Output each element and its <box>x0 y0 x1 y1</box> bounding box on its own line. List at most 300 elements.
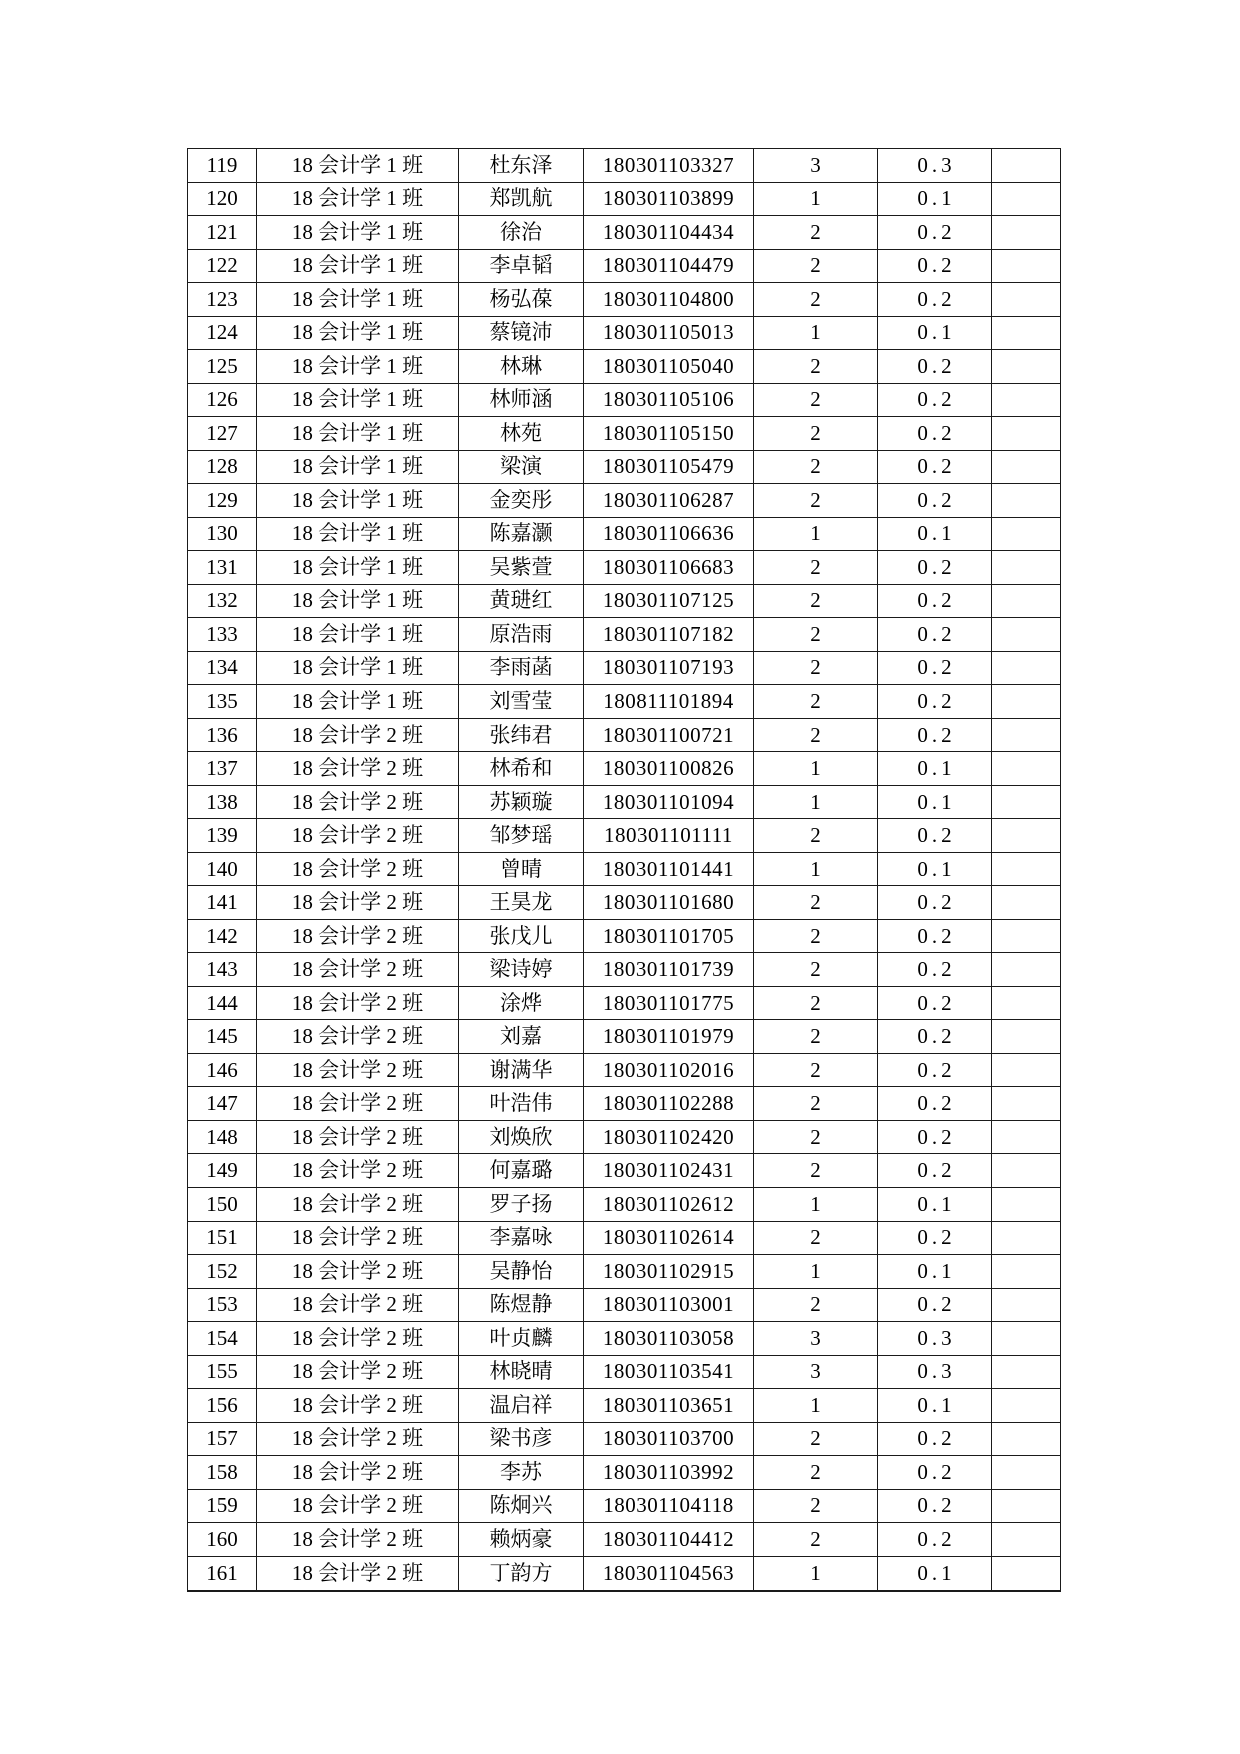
student-name-cell: 金奕彤 <box>459 484 584 518</box>
student-id-cell: 180301107182 <box>584 618 754 652</box>
blank-cell <box>992 1020 1061 1054</box>
count-cell: 2 <box>754 685 878 719</box>
student-id-cell: 180301104563 <box>584 1556 754 1591</box>
class-name-cell: 18 会计学 2 班 <box>257 1053 459 1087</box>
blank-cell <box>992 417 1061 451</box>
blank-cell <box>992 685 1061 719</box>
class-name-cell: 18 会计学 1 班 <box>257 149 459 183</box>
table-row <box>188 149 1061 183</box>
row-number-cell: 137 <box>188 752 257 786</box>
student-name-cell: 黄琎红 <box>459 584 584 618</box>
class-name-cell: 18 会计学 2 班 <box>257 1322 459 1356</box>
blank-cell <box>992 484 1061 518</box>
student-id-cell: 180301102915 <box>584 1255 754 1289</box>
class-name-cell: 18 会计学 1 班 <box>257 316 459 350</box>
blank-cell <box>992 1221 1061 1255</box>
blank-cell <box>992 383 1061 417</box>
count-cell: 2 <box>754 1087 878 1121</box>
score-cell: 0.1 <box>878 1187 992 1221</box>
row-number-cell: 156 <box>188 1389 257 1423</box>
student-name-cell: 林晓晴 <box>459 1355 584 1389</box>
table-row <box>188 551 1061 585</box>
blank-cell <box>992 1556 1061 1591</box>
student-name-cell: 罗子扬 <box>459 1187 584 1221</box>
score-cell: 0.2 <box>878 1154 992 1188</box>
class-name-cell: 18 会计学 2 班 <box>257 1422 459 1456</box>
count-cell: 2 <box>754 1523 878 1557</box>
student-id-cell: 180301101680 <box>584 886 754 920</box>
count-cell: 2 <box>754 1456 878 1490</box>
blank-cell <box>992 919 1061 953</box>
student-id-cell: 180301101739 <box>584 953 754 987</box>
row-number-cell: 120 <box>188 182 257 216</box>
student-name-cell: 李嘉咏 <box>459 1221 584 1255</box>
row-number-cell: 129 <box>188 484 257 518</box>
table-row <box>188 618 1061 652</box>
blank-cell <box>992 551 1061 585</box>
score-cell: 0.1 <box>878 852 992 886</box>
table-row <box>188 986 1061 1020</box>
score-cell: 0.1 <box>878 1255 992 1289</box>
class-name-cell: 18 会计学 2 班 <box>257 886 459 920</box>
blank-cell <box>992 182 1061 216</box>
row-number-cell: 153 <box>188 1288 257 1322</box>
score-cell: 0.3 <box>878 149 992 183</box>
student-name-cell: 李卓韬 <box>459 249 584 283</box>
student-id-cell: 180301101979 <box>584 1020 754 1054</box>
row-number-cell: 143 <box>188 953 257 987</box>
student-name-cell: 徐治 <box>459 216 584 250</box>
student-id-cell: 180301102612 <box>584 1187 754 1221</box>
score-cell: 0.2 <box>878 383 992 417</box>
score-cell: 0.1 <box>878 785 992 819</box>
class-name-cell: 18 会计学 1 班 <box>257 618 459 652</box>
table-row <box>188 1556 1061 1591</box>
class-name-cell: 18 会计学 1 班 <box>257 383 459 417</box>
student-name-cell: 梁书彦 <box>459 1422 584 1456</box>
count-cell: 2 <box>754 886 878 920</box>
row-number-cell: 121 <box>188 216 257 250</box>
row-number-cell: 140 <box>188 852 257 886</box>
count-cell: 2 <box>754 450 878 484</box>
student-name-cell: 赖炳豪 <box>459 1523 584 1557</box>
score-cell: 0.2 <box>878 986 992 1020</box>
blank-cell <box>992 1255 1061 1289</box>
row-number-cell: 123 <box>188 283 257 317</box>
table-row <box>188 852 1061 886</box>
count-cell: 1 <box>754 1556 878 1591</box>
student-name-cell: 谢满华 <box>459 1053 584 1087</box>
count-cell: 2 <box>754 350 878 384</box>
table-row <box>188 651 1061 685</box>
student-id-cell: 180301104118 <box>584 1489 754 1523</box>
score-cell: 0.2 <box>878 718 992 752</box>
score-cell: 0.1 <box>878 182 992 216</box>
blank-cell <box>992 618 1061 652</box>
student-id-cell: 180301105106 <box>584 383 754 417</box>
table-row <box>188 383 1061 417</box>
student-name-cell: 杜东泽 <box>459 149 584 183</box>
table-row <box>188 752 1061 786</box>
student-name-cell: 何嘉璐 <box>459 1154 584 1188</box>
table-row <box>188 484 1061 518</box>
student-name-cell: 张纬君 <box>459 718 584 752</box>
blank-cell <box>992 1456 1061 1490</box>
count-cell: 1 <box>754 752 878 786</box>
class-name-cell: 18 会计学 2 班 <box>257 1523 459 1557</box>
count-cell: 2 <box>754 1288 878 1322</box>
class-name-cell: 18 会计学 2 班 <box>257 1355 459 1389</box>
student-name-cell: 涂烨 <box>459 986 584 1020</box>
row-number-cell: 141 <box>188 886 257 920</box>
student-name-cell: 梁演 <box>459 450 584 484</box>
class-name-cell: 18 会计学 2 班 <box>257 819 459 853</box>
row-number-cell: 148 <box>188 1120 257 1154</box>
student-id-cell: 180301102431 <box>584 1154 754 1188</box>
score-cell: 0.2 <box>878 685 992 719</box>
student-id-cell: 180811101894 <box>584 685 754 719</box>
count-cell: 3 <box>754 1355 878 1389</box>
table-row <box>188 1255 1061 1289</box>
score-cell: 0.2 <box>878 953 992 987</box>
student-id-cell: 180301105040 <box>584 350 754 384</box>
student-name-cell: 杨弘葆 <box>459 283 584 317</box>
score-cell: 0.2 <box>878 1422 992 1456</box>
blank-cell <box>992 1489 1061 1523</box>
table-row <box>188 1456 1061 1490</box>
table-row <box>188 1154 1061 1188</box>
row-number-cell: 135 <box>188 685 257 719</box>
row-number-cell: 147 <box>188 1087 257 1121</box>
student-id-cell: 180301104800 <box>584 283 754 317</box>
blank-cell <box>992 852 1061 886</box>
student-id-cell: 180301103001 <box>584 1288 754 1322</box>
student-id-cell: 180301101705 <box>584 919 754 953</box>
row-number-cell: 127 <box>188 417 257 451</box>
records-table-body <box>188 149 1061 1592</box>
row-number-cell: 132 <box>188 584 257 618</box>
score-cell: 0.1 <box>878 316 992 350</box>
student-name-cell: 陈煜静 <box>459 1288 584 1322</box>
row-number-cell: 145 <box>188 1020 257 1054</box>
count-cell: 2 <box>754 1422 878 1456</box>
score-cell: 0.2 <box>878 1456 992 1490</box>
class-name-cell: 18 会计学 2 班 <box>257 852 459 886</box>
student-id-cell: 180301102420 <box>584 1120 754 1154</box>
count-cell: 1 <box>754 785 878 819</box>
table-row <box>188 1288 1061 1322</box>
student-id-cell: 180301101094 <box>584 785 754 819</box>
row-number-cell: 126 <box>188 383 257 417</box>
blank-cell <box>992 718 1061 752</box>
student-name-cell: 邹梦瑶 <box>459 819 584 853</box>
student-id-cell: 180301105150 <box>584 417 754 451</box>
row-number-cell: 159 <box>188 1489 257 1523</box>
score-cell: 0.2 <box>878 651 992 685</box>
blank-cell <box>992 450 1061 484</box>
student-id-cell: 180301102288 <box>584 1087 754 1121</box>
blank-cell <box>992 1053 1061 1087</box>
class-name-cell: 18 会计学 1 班 <box>257 651 459 685</box>
blank-cell <box>992 216 1061 250</box>
student-id-cell: 180301103058 <box>584 1322 754 1356</box>
class-name-cell: 18 会计学 2 班 <box>257 1120 459 1154</box>
class-name-cell: 18 会计学 2 班 <box>257 919 459 953</box>
score-cell: 0.2 <box>878 249 992 283</box>
student-name-cell: 郑凯航 <box>459 182 584 216</box>
table-row <box>188 919 1061 953</box>
count-cell: 1 <box>754 517 878 551</box>
count-cell: 2 <box>754 551 878 585</box>
student-name-cell: 王昊龙 <box>459 886 584 920</box>
row-number-cell: 134 <box>188 651 257 685</box>
score-cell: 0.3 <box>878 1355 992 1389</box>
class-name-cell: 18 会计学 1 班 <box>257 216 459 250</box>
score-cell: 0.2 <box>878 1020 992 1054</box>
student-id-cell: 180301104434 <box>584 216 754 250</box>
table-row <box>188 1187 1061 1221</box>
score-cell: 0.2 <box>878 1120 992 1154</box>
score-cell: 0.2 <box>878 216 992 250</box>
student-name-cell: 林师涵 <box>459 383 584 417</box>
student-id-cell: 180301106683 <box>584 551 754 585</box>
count-cell: 2 <box>754 216 878 250</box>
score-cell: 0.1 <box>878 1389 992 1423</box>
count-cell: 2 <box>754 417 878 451</box>
student-name-cell: 原浩雨 <box>459 618 584 652</box>
count-cell: 2 <box>754 953 878 987</box>
student-name-cell: 苏颖璇 <box>459 785 584 819</box>
count-cell: 3 <box>754 149 878 183</box>
count-cell: 2 <box>754 618 878 652</box>
blank-cell <box>992 249 1061 283</box>
count-cell: 1 <box>754 182 878 216</box>
count-cell: 1 <box>754 1255 878 1289</box>
blank-cell <box>992 886 1061 920</box>
class-name-cell: 18 会计学 2 班 <box>257 953 459 987</box>
blank-cell <box>992 1322 1061 1356</box>
count-cell: 2 <box>754 1020 878 1054</box>
table-row <box>188 1523 1061 1557</box>
count-cell: 1 <box>754 1389 878 1423</box>
student-records-table <box>187 148 1061 1592</box>
blank-cell <box>992 584 1061 618</box>
student-name-cell: 陈炯兴 <box>459 1489 584 1523</box>
score-cell: 0.1 <box>878 1556 992 1591</box>
blank-cell <box>992 1523 1061 1557</box>
blank-cell <box>992 149 1061 183</box>
blank-cell <box>992 953 1061 987</box>
class-name-cell: 18 会计学 1 班 <box>257 551 459 585</box>
blank-cell <box>992 1288 1061 1322</box>
score-cell: 0.2 <box>878 1221 992 1255</box>
class-name-cell: 18 会计学 1 班 <box>257 283 459 317</box>
table-row <box>188 584 1061 618</box>
table-row <box>188 316 1061 350</box>
score-cell: 0.2 <box>878 450 992 484</box>
class-name-cell: 18 会计学 1 班 <box>257 249 459 283</box>
student-name-cell: 丁韵方 <box>459 1556 584 1591</box>
count-cell: 2 <box>754 1154 878 1188</box>
count-cell: 3 <box>754 1322 878 1356</box>
table-row <box>188 685 1061 719</box>
blank-cell <box>992 1422 1061 1456</box>
student-name-cell: 吴静怡 <box>459 1255 584 1289</box>
score-cell: 0.1 <box>878 752 992 786</box>
row-number-cell: 130 <box>188 517 257 551</box>
table-row <box>188 182 1061 216</box>
student-name-cell: 曾晴 <box>459 852 584 886</box>
count-cell: 1 <box>754 1187 878 1221</box>
student-id-cell: 180301100721 <box>584 718 754 752</box>
blank-cell <box>992 1187 1061 1221</box>
row-number-cell: 136 <box>188 718 257 752</box>
class-name-cell: 18 会计学 2 班 <box>257 752 459 786</box>
table-row <box>188 216 1061 250</box>
student-name-cell: 陈嘉灏 <box>459 517 584 551</box>
blank-cell <box>992 819 1061 853</box>
score-cell: 0.3 <box>878 1322 992 1356</box>
table-row <box>188 249 1061 283</box>
score-cell: 0.2 <box>878 919 992 953</box>
count-cell: 2 <box>754 819 878 853</box>
student-name-cell: 张戊儿 <box>459 919 584 953</box>
table-row <box>188 517 1061 551</box>
row-number-cell: 124 <box>188 316 257 350</box>
row-number-cell: 138 <box>188 785 257 819</box>
student-id-cell: 180301104412 <box>584 1523 754 1557</box>
count-cell: 2 <box>754 1120 878 1154</box>
class-name-cell: 18 会计学 2 班 <box>257 1556 459 1591</box>
student-name-cell: 刘嘉 <box>459 1020 584 1054</box>
class-name-cell: 18 会计学 2 班 <box>257 1389 459 1423</box>
class-name-cell: 18 会计学 1 班 <box>257 685 459 719</box>
class-name-cell: 18 会计学 2 班 <box>257 1489 459 1523</box>
score-cell: 0.2 <box>878 618 992 652</box>
table-row <box>188 953 1061 987</box>
table-row <box>188 417 1061 451</box>
student-name-cell: 李雨菡 <box>459 651 584 685</box>
count-cell: 1 <box>754 852 878 886</box>
class-name-cell: 18 会计学 1 班 <box>257 484 459 518</box>
score-cell: 0.2 <box>878 350 992 384</box>
count-cell: 2 <box>754 383 878 417</box>
table-row <box>188 785 1061 819</box>
student-name-cell: 梁诗婷 <box>459 953 584 987</box>
class-name-cell: 18 会计学 2 班 <box>257 1020 459 1054</box>
student-id-cell: 180301106636 <box>584 517 754 551</box>
row-number-cell: 122 <box>188 249 257 283</box>
student-name-cell: 温启祥 <box>459 1389 584 1423</box>
row-number-cell: 133 <box>188 618 257 652</box>
student-name-cell: 刘雪莹 <box>459 685 584 719</box>
table-row <box>188 1489 1061 1523</box>
blank-cell <box>992 316 1061 350</box>
student-id-cell: 180301101441 <box>584 852 754 886</box>
table-row <box>188 1087 1061 1121</box>
row-number-cell: 158 <box>188 1456 257 1490</box>
student-id-cell: 180301103899 <box>584 182 754 216</box>
class-name-cell: 18 会计学 2 班 <box>257 1187 459 1221</box>
table-row <box>188 1355 1061 1389</box>
student-id-cell: 180301104479 <box>584 249 754 283</box>
class-name-cell: 18 会计学 1 班 <box>257 450 459 484</box>
table-row <box>188 1221 1061 1255</box>
count-cell: 2 <box>754 651 878 685</box>
student-id-cell: 180301107193 <box>584 651 754 685</box>
class-name-cell: 18 会计学 2 班 <box>257 1154 459 1188</box>
student-name-cell: 吴紫萱 <box>459 551 584 585</box>
row-number-cell: 128 <box>188 450 257 484</box>
class-name-cell: 18 会计学 2 班 <box>257 1456 459 1490</box>
row-number-cell: 119 <box>188 149 257 183</box>
blank-cell <box>992 651 1061 685</box>
student-name-cell: 林希和 <box>459 752 584 786</box>
blank-cell <box>992 1120 1061 1154</box>
row-number-cell: 144 <box>188 986 257 1020</box>
score-cell: 0.2 <box>878 1087 992 1121</box>
table-row <box>188 886 1061 920</box>
row-number-cell: 160 <box>188 1523 257 1557</box>
count-cell: 2 <box>754 1221 878 1255</box>
blank-cell <box>992 752 1061 786</box>
student-id-cell: 180301106287 <box>584 484 754 518</box>
class-name-cell: 18 会计学 2 班 <box>257 718 459 752</box>
student-id-cell: 180301101111 <box>584 819 754 853</box>
student-id-cell: 180301102614 <box>584 1221 754 1255</box>
table-row <box>188 819 1061 853</box>
student-name-cell: 林琳 <box>459 350 584 384</box>
row-number-cell: 161 <box>188 1556 257 1591</box>
row-number-cell: 142 <box>188 919 257 953</box>
row-number-cell: 157 <box>188 1422 257 1456</box>
row-number-cell: 139 <box>188 819 257 853</box>
class-name-cell: 18 会计学 2 班 <box>257 1288 459 1322</box>
blank-cell <box>992 785 1061 819</box>
row-number-cell: 146 <box>188 1053 257 1087</box>
count-cell: 2 <box>754 718 878 752</box>
class-name-cell: 18 会计学 2 班 <box>257 1221 459 1255</box>
table-row <box>188 1322 1061 1356</box>
student-id-cell: 180301100826 <box>584 752 754 786</box>
student-id-cell: 180301103992 <box>584 1456 754 1490</box>
row-number-cell: 131 <box>188 551 257 585</box>
class-name-cell: 18 会计学 1 班 <box>257 350 459 384</box>
table-row <box>188 1389 1061 1423</box>
student-id-cell: 180301103541 <box>584 1355 754 1389</box>
score-cell: 0.2 <box>878 584 992 618</box>
table-row <box>188 1120 1061 1154</box>
student-name-cell: 蔡镜沛 <box>459 316 584 350</box>
count-cell: 2 <box>754 584 878 618</box>
blank-cell <box>992 350 1061 384</box>
table-row <box>188 1422 1061 1456</box>
count-cell: 2 <box>754 986 878 1020</box>
student-id-cell: 180301101775 <box>584 986 754 1020</box>
table-row <box>188 450 1061 484</box>
score-cell: 0.2 <box>878 484 992 518</box>
class-name-cell: 18 会计学 1 班 <box>257 584 459 618</box>
table-row <box>188 350 1061 384</box>
blank-cell <box>992 1154 1061 1188</box>
student-name-cell: 林苑 <box>459 417 584 451</box>
blank-cell <box>992 1087 1061 1121</box>
count-cell: 2 <box>754 484 878 518</box>
student-name-cell: 叶贞麟 <box>459 1322 584 1356</box>
student-id-cell: 180301103327 <box>584 149 754 183</box>
blank-cell <box>992 517 1061 551</box>
row-number-cell: 154 <box>188 1322 257 1356</box>
